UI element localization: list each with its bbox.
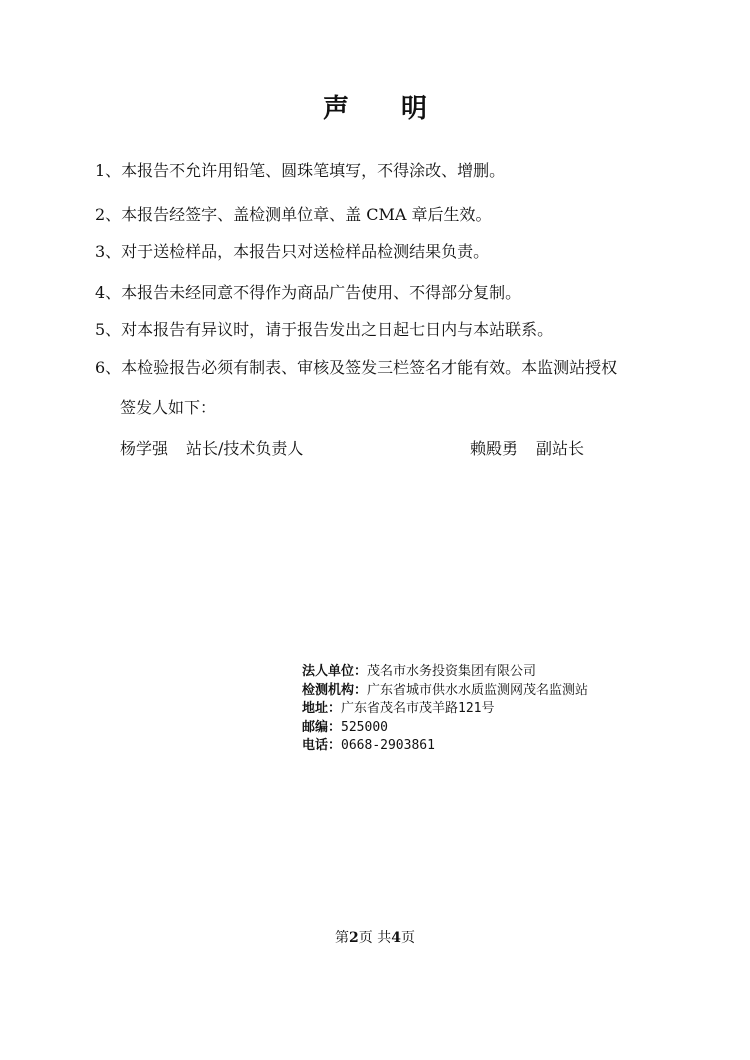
clause-2: 2、本报告经签字、盖检测单位章、盖 CMA 章后生效。	[95, 205, 492, 224]
phone-label: 电话：	[302, 738, 342, 753]
title-char-2: 明	[401, 94, 428, 124]
page-number	[0, 927, 750, 947]
postcode-row	[302, 719, 588, 738]
page-title	[0, 88, 750, 125]
page-middle: 页 共	[358, 930, 392, 946]
address-row	[302, 700, 588, 719]
clause-3: 3、对于送检样品，本报告只对送检样品检测结果负责。	[95, 242, 490, 261]
institution-label: 检测机构：	[302, 682, 368, 698]
clause-4: 4、本报告未经同意不得作为商品广告使用、不得部分复制。	[95, 283, 522, 302]
clause-6: 6、本检验报告必须有制表、审核及签发三栏签名才能有效。本监测站授权	[95, 358, 618, 377]
page-prefix: 第	[335, 930, 350, 946]
address-label: 地址：	[302, 701, 342, 716]
clause-1: 1、本报告不允许用铅笔、圆珠笔填写，不得涂改、增删。	[95, 161, 506, 180]
postcode-value: 525000	[341, 719, 388, 735]
address-value: 广东省茂名市茂羊路121号	[341, 701, 495, 716]
total-pages: 4	[391, 930, 401, 946]
signer-role: 站长/技术负责人	[186, 439, 304, 458]
page-suffix: 页	[400, 930, 415, 946]
authorized-signer-1	[120, 438, 303, 460]
signer-role: 副站长	[536, 439, 585, 458]
authorized-signer-2	[470, 438, 584, 460]
legal-entity-value: 茂名市水务投资集团有限公司	[367, 664, 537, 679]
clause-6-continued: 签发人如下：	[120, 398, 217, 417]
phone-value: 0668-2903861	[341, 738, 435, 753]
legal-entity-label: 法人单位：	[302, 664, 368, 679]
institution-value: 广东省城市供水水质监测网茂名监测站	[367, 682, 589, 698]
signer-name: 赖殿勇	[470, 439, 519, 458]
legal-entity-row	[302, 663, 588, 682]
postcode-label: 邮编：	[302, 719, 342, 735]
clause-5: 5、对本报告有异议时，请于报告发出之日起七日内与本站联系。	[95, 320, 554, 339]
title-char-1: 声	[322, 94, 349, 124]
phone-row	[302, 737, 588, 756]
signer-name: 杨学强	[120, 439, 169, 458]
institution-row	[302, 682, 588, 701]
contact-info	[302, 663, 588, 756]
current-page: 2	[349, 930, 359, 946]
